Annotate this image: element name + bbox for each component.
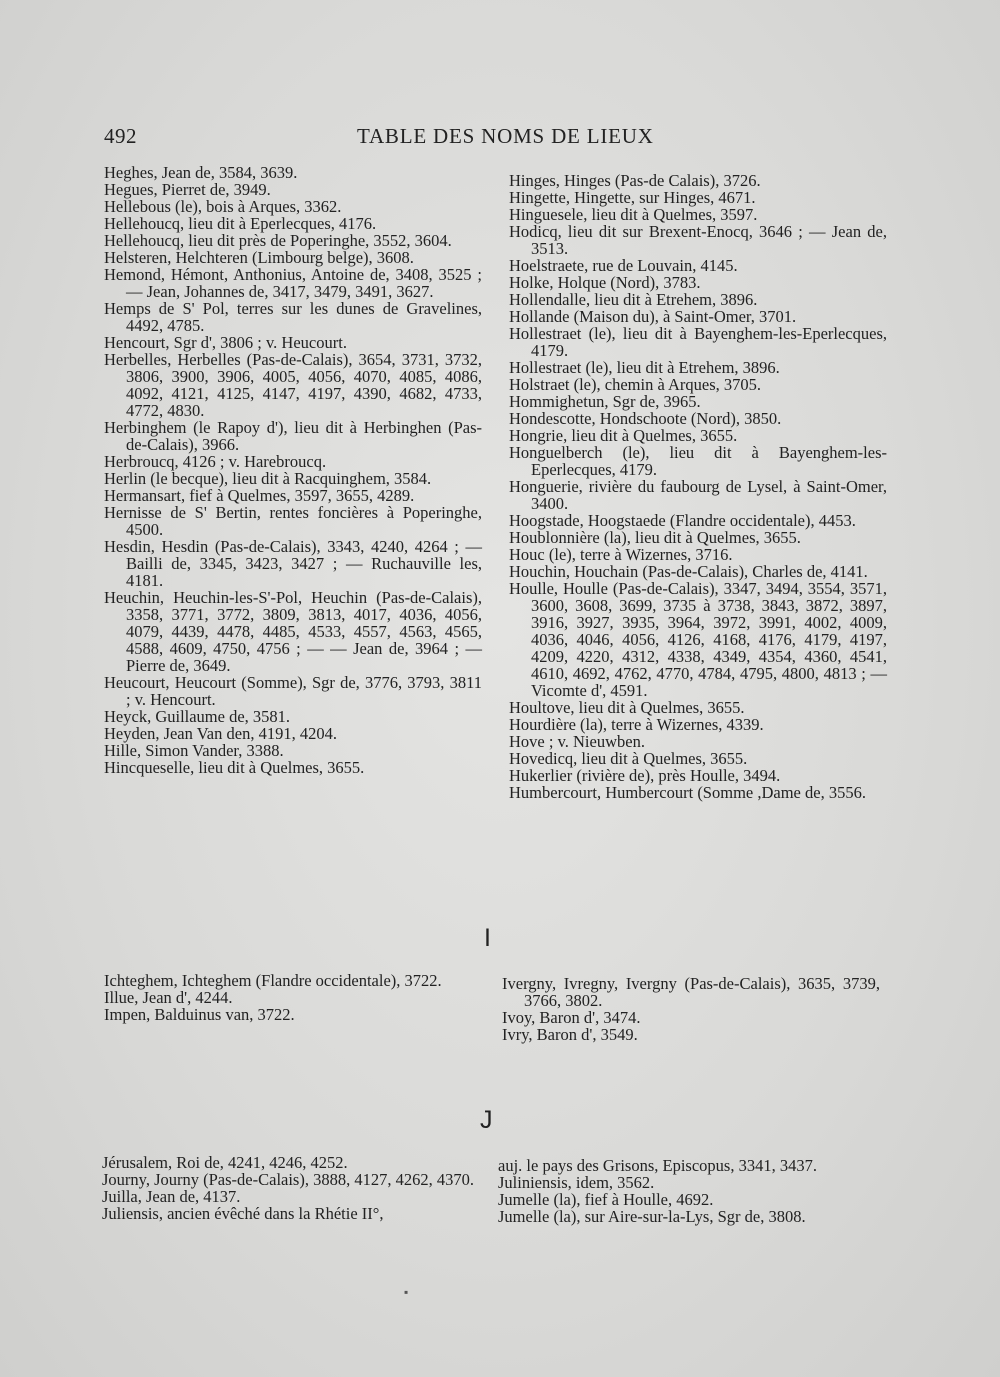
index-entry: Jumelle (la), fief à Houlle, 4692.	[498, 1190, 714, 1209]
index-entry: Honguelberch (le), lieu dit à Bayenghem-les-Eperlecques, 4179.	[509, 443, 887, 479]
index-entry: Houlle, Houlle (Pas-de-Calais), 3347, 3494, 3554, 3571, 3600, 3608, 3699, 3735 à 3738, 3843, 3872, 3897, 3916, 3927, 3935, 3964, 3972, 3991, 4002, 4009, 4036, 4046, 4056, 4126, 4168, 4176, 4179, 4197, 4209, 4220, 4312, 4338, 4349, 4354, 4360, 4541, 4610, 4692, 4762, 4770, 4784, 4795, 4800, 4813 ; — Vicomte d', 4591.	[509, 579, 887, 700]
index-entry: Hellebous (le), bois à Arques, 3362.	[104, 197, 342, 216]
index-entry: Hinges, Hinges (Pas-de Calais), 3726.	[509, 171, 761, 190]
index-entry: Hemond, Hémont, Anthonius, Antoine de, 3408, 3525 ; — Jean, Johannes de, 3417, 3479, 3491, 3627.	[104, 265, 482, 301]
index-entry: Jumelle (la), sur Aire-sur-la-Lys, Sgr de, 3808.	[498, 1207, 806, 1226]
index-entry: Hollestraet (le), lieu dit à Etrehem, 3896.	[509, 358, 780, 377]
index-entry: Helsteren, Helchteren (Limbourg belge), 3608.	[104, 248, 414, 267]
index-entry: Hommighetun, Sgr de, 3965.	[509, 392, 701, 411]
index-entry: Juilla, Jean de, 4137.	[102, 1187, 241, 1206]
index-entry: Ichteghem, Ichteghem (Flandre occidentale), 3722.	[104, 971, 442, 990]
index-entry: Houc (le), terre à Wizernes, 3716.	[509, 545, 733, 564]
index-entry: Humbercourt, Humbercourt (Somme ,Dame de, 3556.	[509, 783, 866, 802]
index-entry: Hesdin, Hesdin (Pas-de-Calais), 3343, 4240, 4264 ; — Bailli de, 3345, 3423, 3427 ; — Ruchauville les, 4181.	[104, 537, 482, 590]
running-title: TABLE DES NOMS DE LIEUX	[357, 124, 654, 148]
index-entry: Hencourt, Sgr d', 3806 ; v. Heucourt.	[104, 333, 347, 352]
index-entry: Hegues, Pierret de, 3949.	[104, 180, 271, 199]
index-entry: Hondescotte, Hondschoote (Nord), 3850.	[509, 409, 782, 428]
index-entry: Hukerlier (rivière de), près Houlle, 3494.	[509, 766, 781, 785]
index-entry: auj. le pays des Grisons, Episcopus, 3341, 3437.	[498, 1156, 817, 1175]
index-entry: Hingette, Hingette, sur Hinges, 4671.	[509, 188, 756, 207]
index-entry: Hemps de S' Pol, terres sur les dunes de Gravelines, 4492, 4785.	[104, 299, 482, 335]
index-entry: Hoelstraete, rue de Louvain, 4145.	[509, 256, 738, 275]
index-entry: Juliensis, ancien évêché dans la Rhétie II°,	[102, 1204, 384, 1223]
index-entry: Hinguesele, lieu dit à Quelmes, 3597.	[509, 205, 758, 224]
index-entry: Hollande (Maison du), à Saint-Omer, 3701.	[509, 307, 797, 326]
index-entry: Hoogstade, Hoogstaede (Flandre occidentale), 4453.	[509, 511, 856, 530]
index-entry: Houltove, lieu dit à Quelmes, 3655.	[509, 698, 745, 717]
index-entry: Holke, Holque (Nord), 3783.	[509, 273, 701, 292]
index-entry: Herlin (le becque), lieu dit à Racquinghem, 3584.	[104, 469, 432, 488]
index-entry: Heghes, Jean de, 3584, 3639.	[104, 163, 298, 182]
section-h-right-column	[509, 172, 887, 801]
index-entry: Hovedicq, lieu dit à Quelmes, 3655.	[509, 749, 748, 768]
index-entry: Heuchin, Heuchin-les-S'-Pol, Heuchin (Pas-de-Calais), 3358, 3771, 3772, 3809, 3813, 4017, 4036, 4056, 4079, 4439, 4478, 4485, 4533, 4557, 4563, 4565, 4588, 4609, 4750, 4756 ; — — Jean de, 3964 ; — Pierre de, 3649.	[104, 588, 482, 675]
index-entry: Hourdière (la), terre à Wizernes, 4339.	[509, 715, 764, 734]
index-entry: Illue, Jean d', 4244.	[104, 988, 233, 1007]
index-entry: Hincqueselle, lieu dit à Quelmes, 3655.	[104, 758, 365, 777]
index-entry: Ivoy, Baron d', 3474.	[502, 1008, 641, 1027]
index-entry: Heyden, Jean Van den, 4191, 4204.	[104, 724, 337, 743]
index-entry: Holstraet (le), chemin à Arques, 3705.	[509, 375, 762, 394]
index-entry: Hollendalle, lieu dit à Etrehem, 3896.	[509, 290, 758, 309]
section-letter-i: I	[484, 924, 491, 952]
index-entry: Hongrie, lieu dit à Quelmes, 3655.	[509, 426, 738, 445]
ink-speck: ▪	[404, 1285, 409, 1299]
index-entry: Hille, Simon Vander, 3388.	[104, 741, 284, 760]
index-entry: Hollestraet (le), lieu dit à Bayenghem-les-Eperlecques, 4179.	[509, 324, 887, 360]
index-entry: Houchin, Houchain (Pas-de-Calais), Charles de, 4141.	[509, 562, 868, 581]
section-letter-j: J	[480, 1106, 493, 1134]
index-entry: Journy, Journy (Pas-de-Calais), 3888, 4127, 4262, 4370.	[102, 1170, 474, 1189]
section-i-left-column	[104, 972, 482, 1023]
index-entry: Herbinghem (le Rapoy d'), lieu dit à Herbinghen (Pas-de-Calais), 3966.	[104, 418, 482, 454]
section-j-left-column	[102, 1154, 480, 1222]
index-entry: Herbelles, Herbelles (Pas-de-Calais), 3654, 3731, 3732, 3806, 3900, 3906, 4005, 4056, 4070, 4085, 4086, 4092, 4121, 4125, 4147, 4197, 4390, 4682, 4733, 4772, 4830.	[104, 350, 482, 420]
index-entry: Ivergny, Ivregny, Ivergny (Pas-de-Calais), 3635, 3739, 3766, 3802.	[502, 974, 880, 1010]
section-j-right-column	[498, 1157, 876, 1225]
index-entry: Hodicq, lieu dit sur Brexent-Enocq, 3646 ; — Jean de, 3513.	[509, 222, 887, 258]
index-entry: Heucourt, Heucourt (Somme), Sgr de, 3776, 3793, 3811 ; v. Hencourt.	[104, 673, 482, 709]
index-entry: Hernisse de S' Bertin, rentes foncières à Poperinghe, 4500.	[104, 503, 482, 539]
index-entry: Herbroucq, 4126 ; v. Harebroucq.	[104, 452, 327, 471]
index-entry: Juliniensis, idem, 3562.	[498, 1173, 655, 1192]
section-i-right-column	[502, 975, 880, 1043]
index-entry: Honguerie, rivière du faubourg de Lysel, à Saint-Omer, 3400.	[509, 477, 887, 513]
index-entry: Heyck, Guillaume de, 3581.	[104, 707, 291, 726]
index-entry: Impen, Balduinus van, 3722.	[104, 1005, 295, 1024]
index-entry: Hermansart, fief à Quelmes, 3597, 3655, 4289.	[104, 486, 415, 505]
index-entry: Hellehoucq, lieu dit à Eperlecques, 4176.	[104, 214, 377, 233]
index-entry: Jérusalem, Roi de, 4241, 4246, 4252.	[102, 1153, 348, 1172]
page-number: 492	[104, 124, 137, 148]
index-entry: Hellehoucq, lieu dit près de Poperinghe, 3552, 3604.	[104, 231, 452, 250]
section-h-left-column	[104, 164, 482, 776]
index-entry: Ivry, Baron d', 3549.	[502, 1025, 638, 1044]
index-entry: Houblonnière (la), lieu dit à Quelmes, 3655.	[509, 528, 801, 547]
index-entry: Hove ; v. Nieuwben.	[509, 732, 645, 751]
